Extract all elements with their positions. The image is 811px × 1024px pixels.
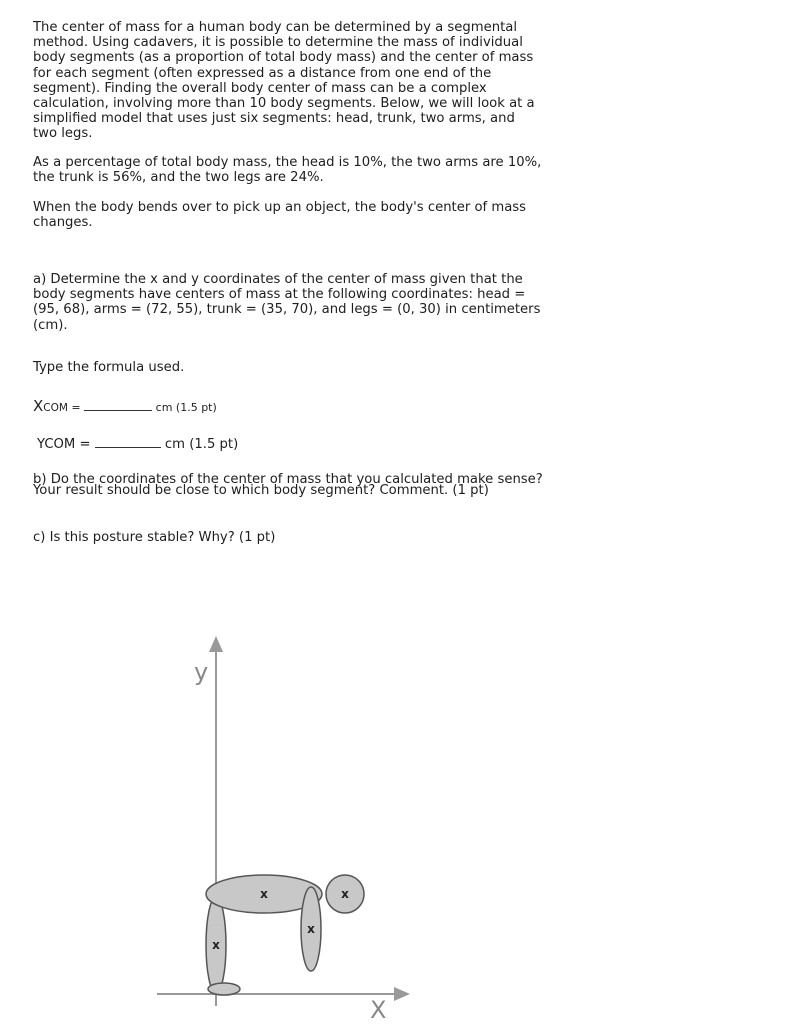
part-a-question: a) Determine the x and y coordinates of the center of mass given that the body segments have centers of mass at the following coordinates: head = (95, 68), arms = (72, 55), trunk = (35, 70), and legs = (0, 30) in centimeters (cm). (33, 272, 541, 333)
x-axis-arrow-icon (394, 987, 410, 1001)
xcom-unit: cm (1.5 pt) (152, 401, 217, 414)
head-com-marker: x (341, 887, 349, 901)
xcom-label: X (33, 397, 44, 415)
trunk-com-marker: x (260, 887, 268, 901)
part-b-question: b) Do the coordinates of the center of mass that you calculated make sense? Your result should be close to which body segment? Comment. (1 pt) (33, 472, 543, 498)
bending-paragraph: When the body bends over to pick up an object, the body's center of mass changes. (33, 200, 527, 231)
legs-com-marker: x (212, 938, 220, 952)
y-axis-arrow-icon (209, 636, 223, 652)
formula-prompt: Type the formula used. (33, 360, 185, 375)
foot-segment (208, 983, 240, 995)
ycom-label: YCOM = (37, 437, 95, 452)
arms-com-marker: x (307, 922, 315, 936)
y-axis-label: y (194, 658, 209, 686)
x-axis-label: X (370, 996, 387, 1024)
intro-paragraph: The center of mass for a human body can be determined by a segmental method. Using cadavers, it is possible to determine the mass of individual body segments (as a proportion of total body mass) and the center of mass for each segment (often expressed as a distance from one end of the segment). Finding the overall body center of mass can be a complex calculation, involving more than 10 body segments. Below, we will look at a simplified model that uses just six segments: head, trunk, two arms, and two legs. (33, 20, 535, 142)
xcom-subscript: COM (43, 402, 68, 414)
ycom-unit: cm (1.5 pt) (160, 437, 239, 452)
xcom-equals: = (67, 401, 85, 414)
part-c-question: c) Is this posture stable? Why? (1 pt) (33, 530, 276, 545)
percentages-paragraph: As a percentage of total body mass, the head is 10%, the two arms are 10%, the trunk is 56%, and the two legs are 24%. (33, 155, 542, 186)
